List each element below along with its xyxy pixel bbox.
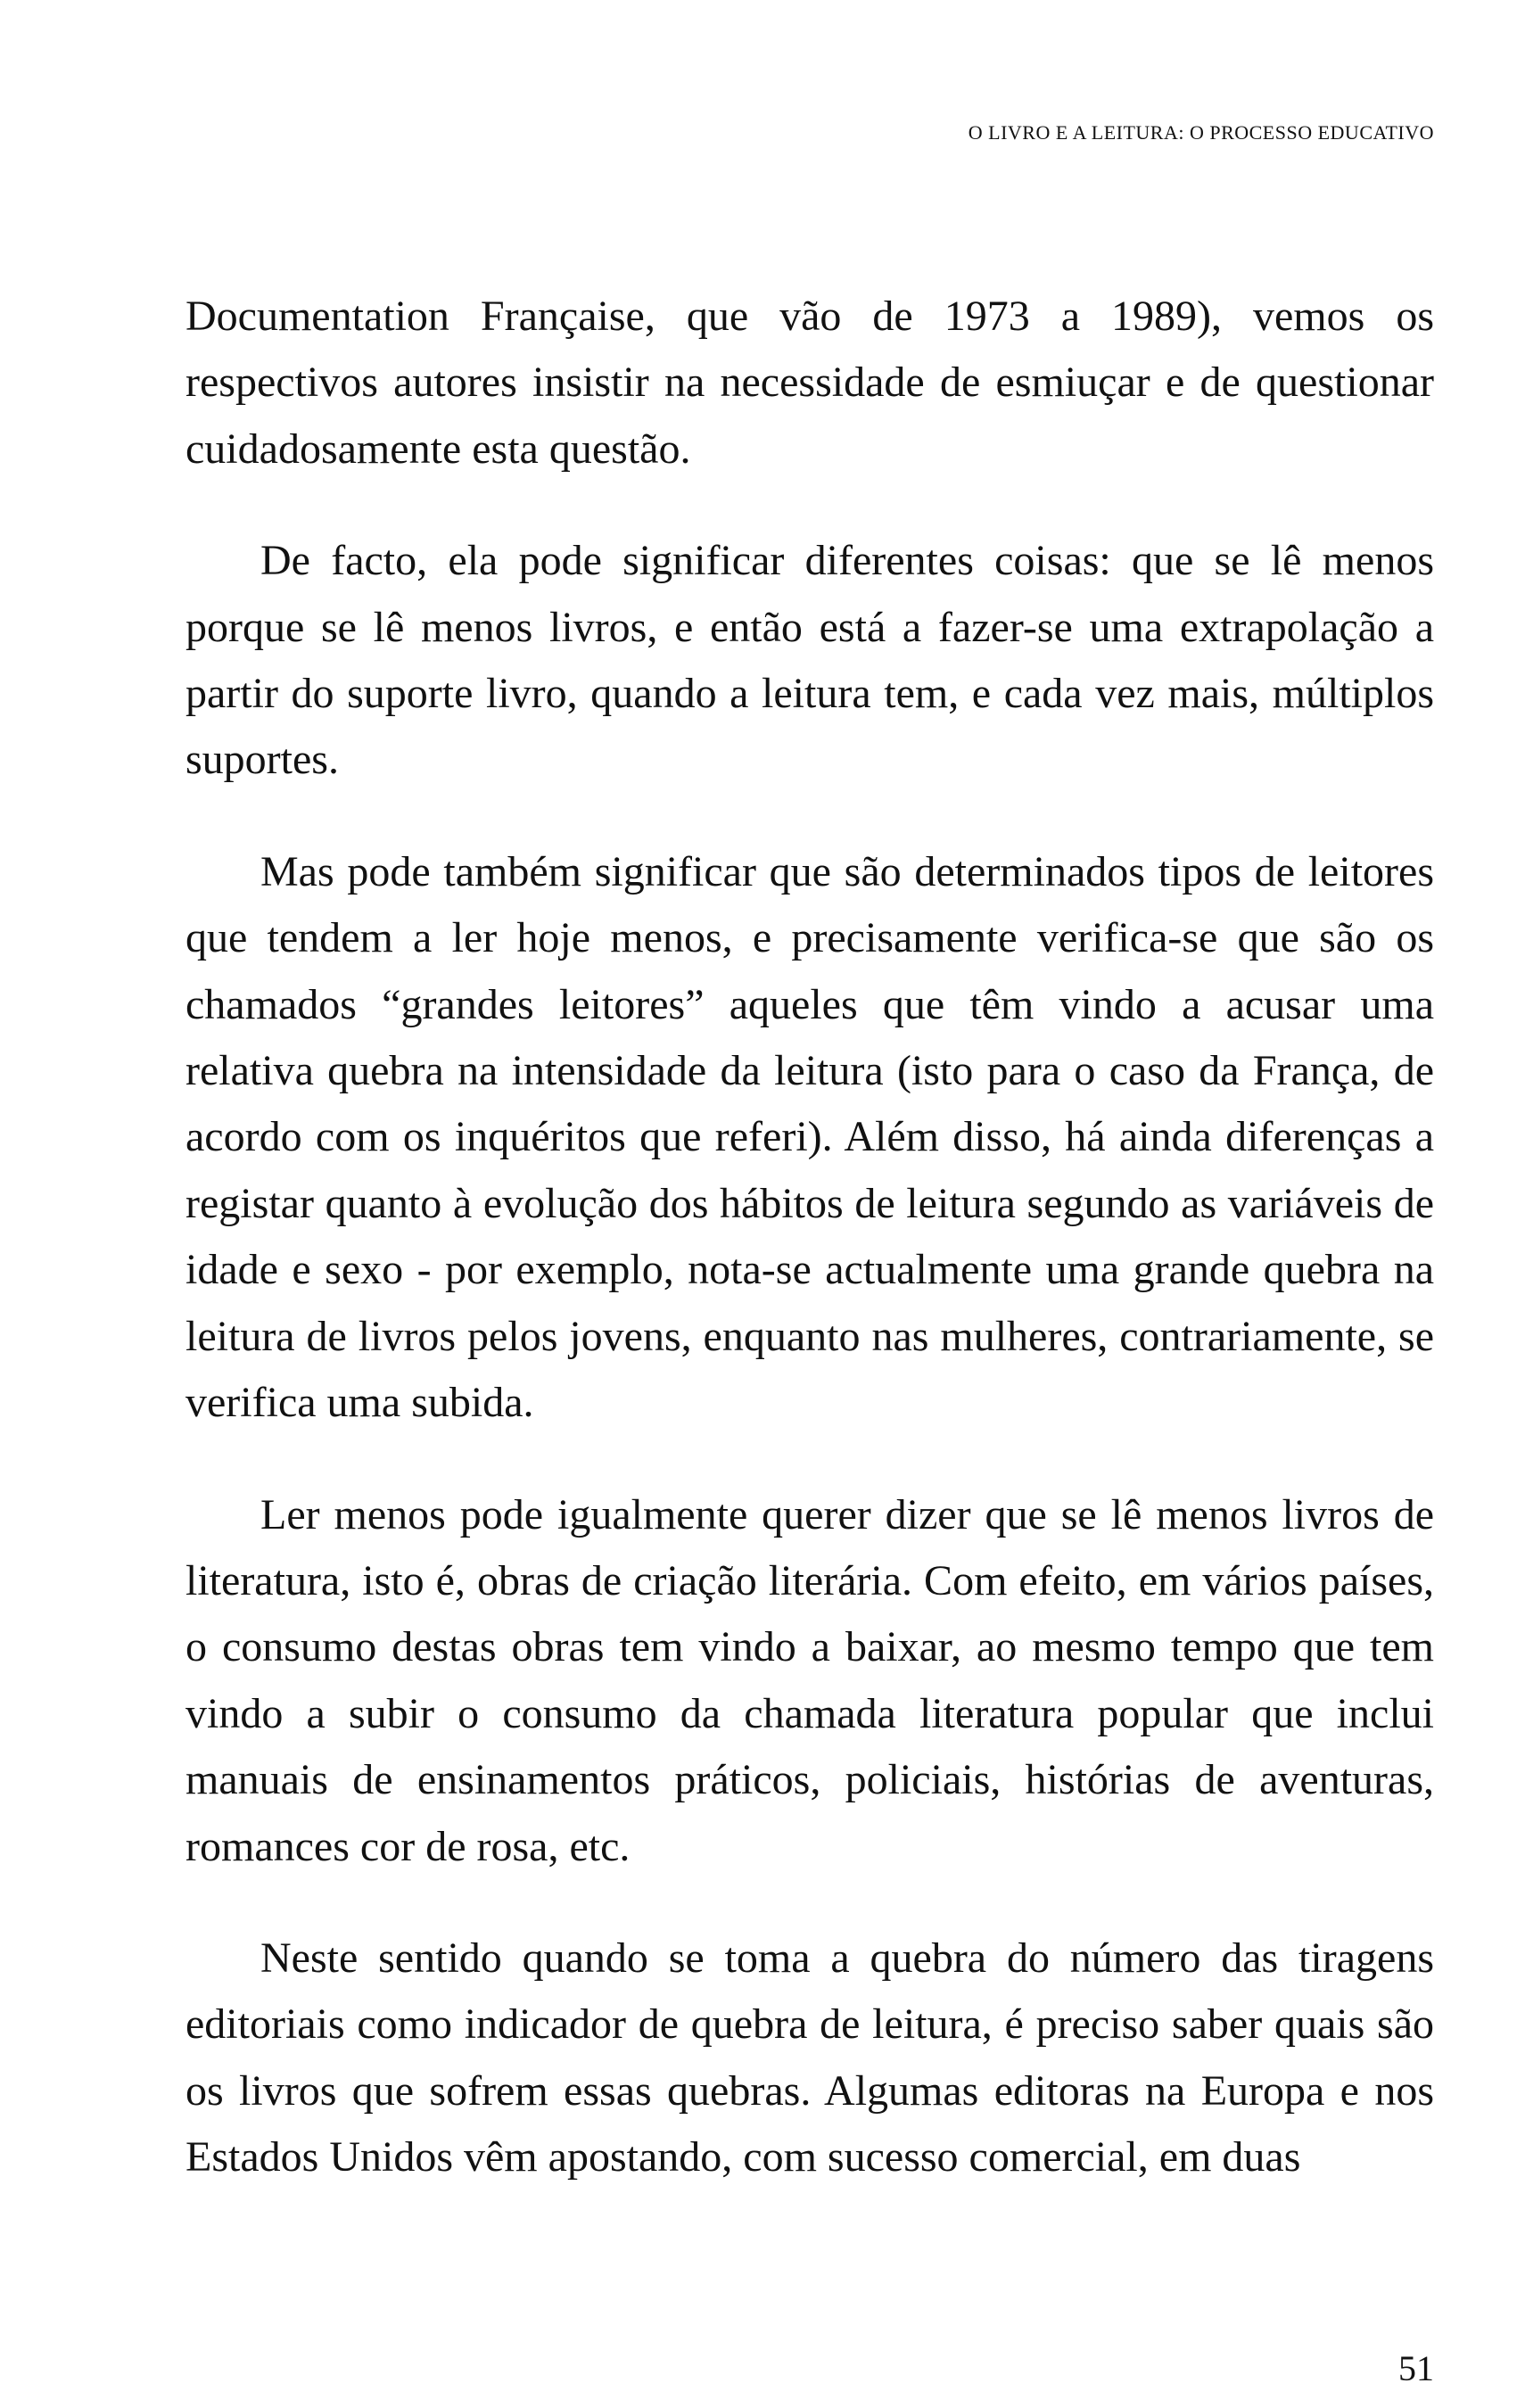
paragraph-5: Neste sentido quando se toma a quebra do número das tiragens editoriais como indicador de quebra de leitura, é preciso saber quais são os livros que sofrem essas quebras. Algumas editoras na Europa e nos Estados Unidos vêm apostando, com sucesso comercial, em duas [185, 1934, 1434, 2181]
paragraph-2: De facto, ela pode significar diferentes coisas: que se lê menos porque se lê menos livros, e então está a fazer-se uma extrapolação a partir do suporte livro, quando a leitura tem, e cada vez mais, múltiplos suportes. [185, 537, 1434, 784]
page-number: 51 [1398, 2348, 1434, 2388]
body-text [185, 284, 1434, 2237]
paragraph-4: Ler menos pode igualmente querer dizer que se lê menos livros de literatura, isto é, obras de criação literária. Com efeito, em vários países, o consumo destas obras tem vindo a baixar, ao mesmo tempo que tem vindo a subir o consumo da chamada literatura popular que inclui manuais de ensinamentos práticos, policiais, histórias de aventuras, romances cor de rosa, etc. [185, 1490, 1434, 1870]
running-header: O LIVRO E A LEITURA: O PROCESSO EDUCATIVO [968, 121, 1434, 144]
paragraph-3: Mas pode também significar que são determinados tipos de leitores que tendem a ler hoje menos, e precisamente verifica-se que são os chamados “grandes leitores” aqueles que têm vindo a acusar uma relativa quebra na intensidade da leitura (isto para o caso da França, de acordo com os inquéritos que referi). Além disso, há ainda diferenças a registar quanto à evolução dos hábitos de leitura segundo as variáveis de idade e sexo - por exemplo, nota-se actualmente uma grande quebra na leitura de livros pelos jovens, enquanto nas mulheres, contrariamente, se verifica uma subida. [185, 847, 1434, 1427]
paragraph-1: Documentation Française, que vão de 1973 a 1989), vemos os respectivos autores insistir na necessidade de esmiuçar e de questionar cuidadosamente esta questão. [185, 293, 1434, 473]
